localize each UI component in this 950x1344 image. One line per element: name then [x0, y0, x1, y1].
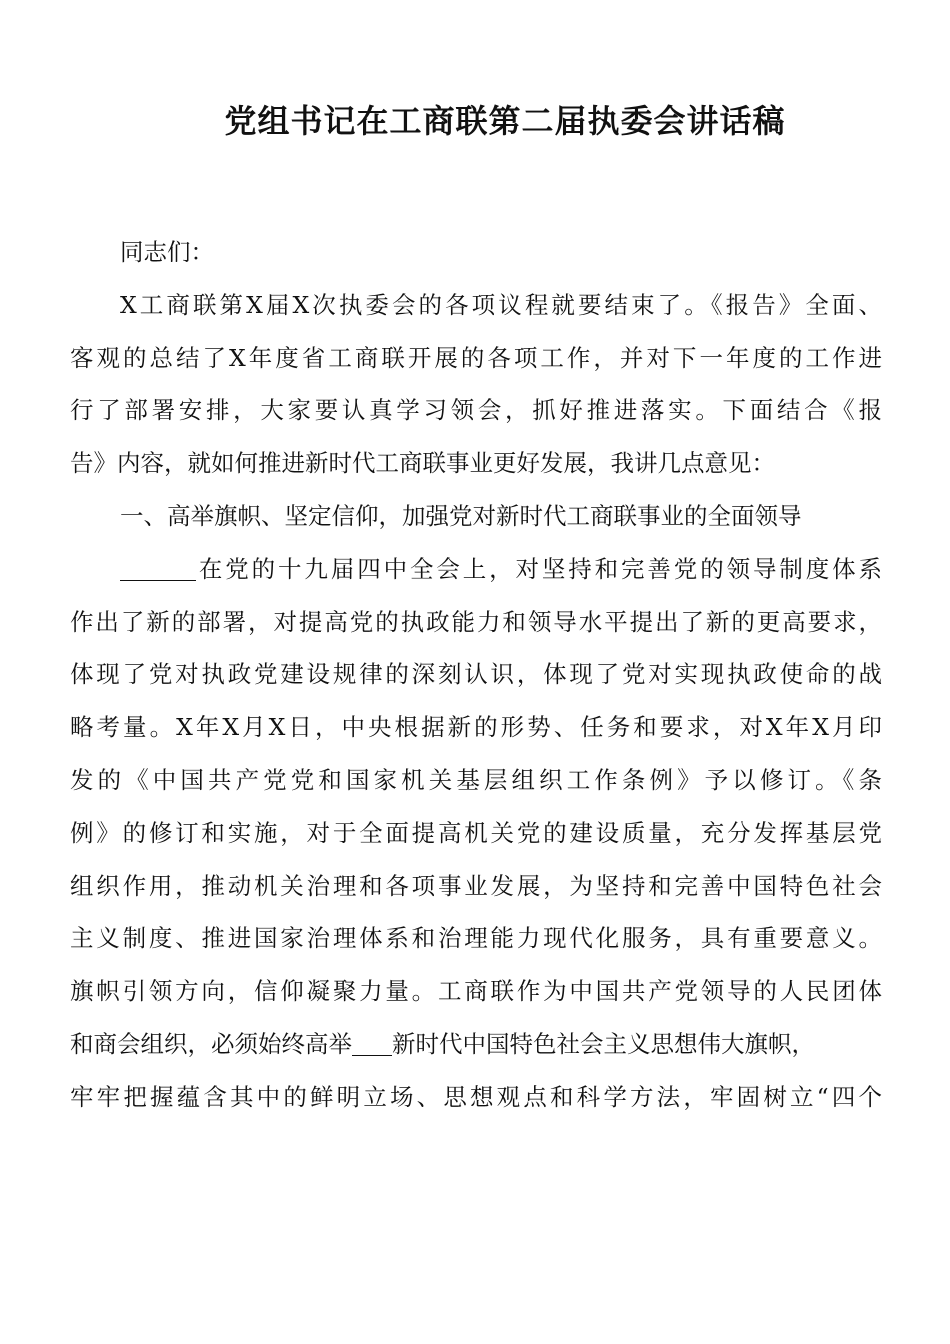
fill-blank — [120, 556, 196, 581]
paragraph-line: 组织作用，推动机关治理和各项事业发展，为坚持和完善中国特色社会 — [70, 871, 882, 900]
paragraph-line: 牢牢把握蕴含其中的鲜明立场、思想观点和科学方法，牢固树立“四个 — [70, 1082, 882, 1111]
paragraph-line: 体现了党对执政党建设规律的深刻认识，体现了党对实现执政使命的战 — [70, 660, 882, 689]
fill-blank — [352, 1031, 392, 1056]
section-heading-line: 一、高举旗帜、坚定信仰，加强党对新时代工商联事业的全面领导 — [120, 501, 802, 530]
paragraph-line: 作出了新的部署，对提高党的执政能力和领导水平提出了新的更高要求， — [70, 607, 882, 636]
paragraph-line: 例》的修订和实施，对于全面提高机关党的建设质量，充分发挥基层党 — [70, 818, 882, 847]
paragraph-line: 行了部署安排，大家要认真学习领会，抓好推进落实。下面结合《报 — [70, 396, 882, 425]
paragraph-line-with-blank — [70, 543, 882, 596]
paragraph-line: 客观的总结了X年度省工商联开展的各项工作，并对下一年度的工作进 — [70, 343, 882, 372]
paragraph-text: 在党的十九届四中全会上，对坚持和完善党的领导制度体系 — [196, 554, 882, 583]
paragraph-text: 新时代中国特色社会主义思想伟大旗帜， — [392, 1029, 815, 1058]
paragraph-line: 略考量。X年X月X日，中央根据新的形势、任务和要求，对X年X月印 — [70, 713, 882, 742]
paragraph-text: 和商会组织，必须始终高举 — [70, 1029, 352, 1058]
salutation-line: 同志们： — [120, 238, 214, 266]
document-body — [70, 226, 882, 1124]
paragraph-line: X工商联第X届X次执委会的各项议程就要结束了。《报告》全面、 — [120, 290, 882, 319]
paragraph-line: 告》内容，就如何推进新时代工商联事业更好发展，我讲几点意见： — [70, 449, 775, 478]
paragraph-line: 发的《中国共产党党和国家机关基层组织工作条例》予以修订。《条 — [70, 765, 882, 794]
paragraph-line: 主义制度、推进国家治理体系和治理能力现代化服务，具有重要意义。 — [70, 924, 882, 953]
paragraph-line-with-blank — [70, 1018, 882, 1071]
paragraph-line: 旗帜引领方向，信仰凝聚力量。工商联作为中国共产党领导的人民团体 — [70, 977, 882, 1006]
document-title: 党组书记在工商联第二届执委会讲话稿 — [224, 102, 786, 140]
